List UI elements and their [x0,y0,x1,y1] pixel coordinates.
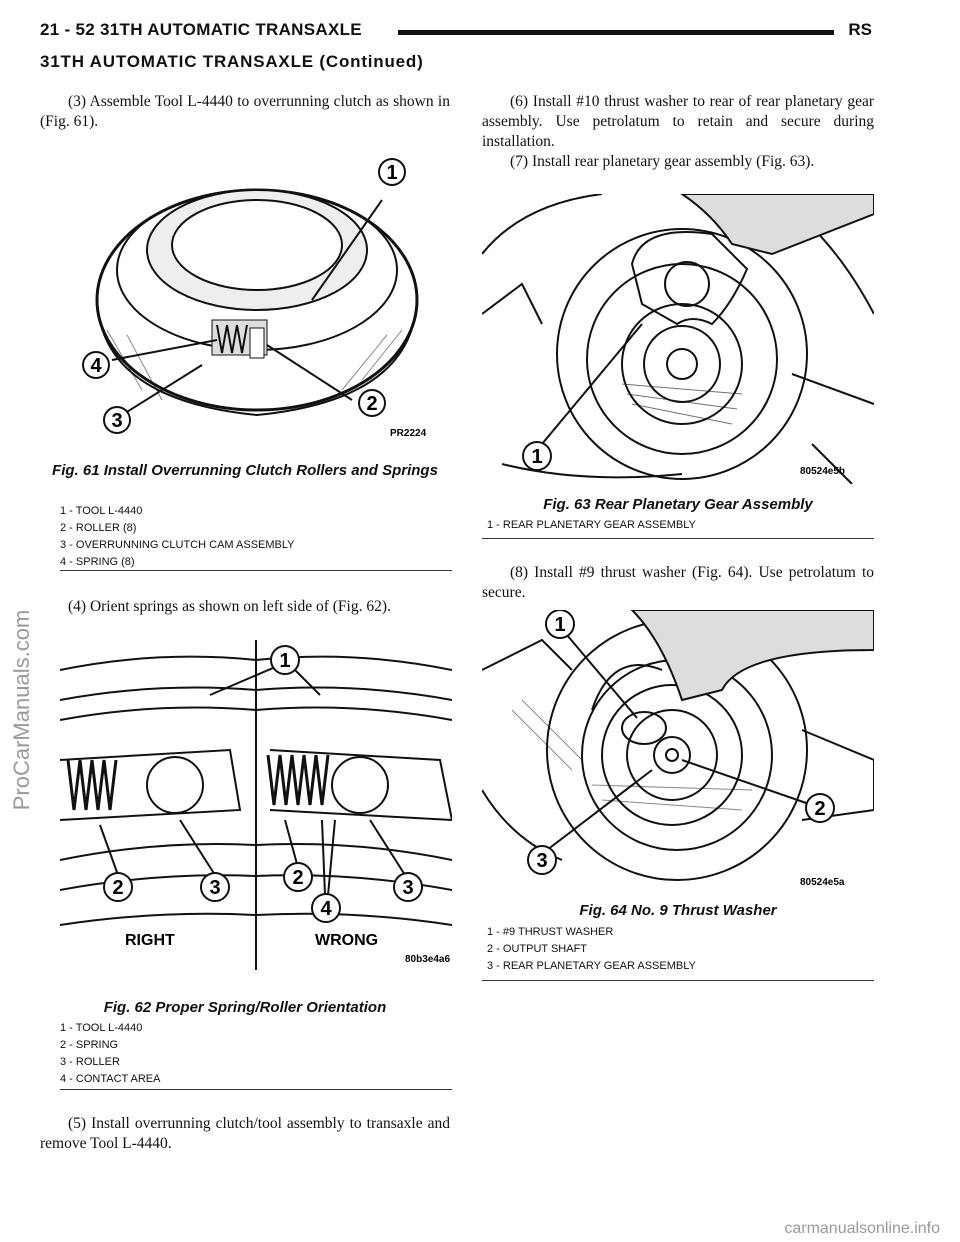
figure-63-illustration [482,194,874,484]
step-6: (6) Install #10 thrust washer to rear of rear planetary gear assembly. Use petrolatum to retain and secure during installation. [482,93,874,150]
fig61-callout-1: 1 [386,162,398,184]
fig64-code: 80524e5a [800,877,845,888]
figure-64-caption: Fig. 64 No. 9 Thrust Washer [579,902,777,919]
fig62-legend-item: 2 - SPRING [60,1039,119,1051]
fig62-legend-item: 3 - ROLLER [60,1056,120,1068]
fig64-legend-item: 2 - OUTPUT SHAFT [487,943,588,955]
figure-62-rule [60,1089,452,1090]
step-4: (4) Orient springs as shown on left side of (Fig. 62). [68,598,391,615]
page-header-ref: 21 - 52 31TH AUTOMATIC TRANSAXLE [40,20,362,39]
fig61-legend-item: 2 - ROLLER (8) [60,522,137,534]
fig61-legend-item: 3 - OVERRUNNING CLUTCH CAM ASSEMBLY [60,539,295,551]
figure-62-caption: Fig. 62 Proper Spring/Roller Orientation [103,999,387,1016]
fig62-label-right: RIGHT [125,932,175,949]
figure-64-illustration [482,610,874,890]
step-5: (5) Install overrunning clutch/tool assembly to transaxle and remove Tool L-4440. [40,1115,450,1152]
header-rule [398,30,834,35]
step-8: (8) Install #9 thrust washer (Fig. 64). Use petrolatum to secure. [482,564,874,601]
figure-61-legend [60,503,295,571]
fig64-legend-item: 3 - REAR PLANETARY GEAR ASSEMBLY [487,960,696,972]
figure-61-caption: Fig. 61 Install Overrunning Clutch Rollers and Springs [52,462,438,479]
fig61-code: PR2224 [390,428,427,439]
fig62-legend-item: 4 - CONTACT AREA [60,1073,161,1085]
fig62-callout-1: 1 [279,650,291,672]
figure-63-legend [487,517,696,534]
fig62-legend-item: 1 - TOOL L-4440 [60,1022,143,1034]
fig64-callout-3: 3 [536,850,548,872]
fig61-callout-3: 3 [111,410,123,432]
fig62-callout-4: 4 [320,898,332,920]
step-3: (3) Assemble Tool L-4440 to overrunning clutch as shown in (Fig. 61). [40,93,450,130]
fig61-legend-item: 4 - SPRING (8) [60,556,135,568]
figure-64-legend [487,924,696,975]
section-title: 31TH AUTOMATIC TRANSAXLE (Continued) [40,52,424,71]
fig61-legend-item: 1 - TOOL L-4440 [60,505,143,517]
fig64-legend-item: 1 - #9 THRUST WASHER [487,926,614,938]
figure-61-rule [60,570,452,571]
figure-62-illustration [60,640,452,970]
fig64-callout-1: 1 [554,614,566,636]
figure-64-rule [482,980,874,981]
figure-63-caption: Fig. 63 Rear Planetary Gear Assembly [543,496,813,513]
fig62-callout-3b: 3 [402,877,414,899]
side-watermark: ProCarManuals.com [9,609,34,811]
footer-watermark: carmanualsonline.info [784,1220,940,1237]
fig62-callout-3a: 3 [209,877,221,899]
fig64-callout-2: 2 [814,798,826,820]
fig63-legend-item: 1 - REAR PLANETARY GEAR ASSEMBLY [487,519,696,531]
fig62-label-wrong: WRONG [315,932,379,949]
fig62-code: 80b3e4a6 [405,954,451,965]
fig62-callout-2a: 2 [112,877,124,899]
fig61-callout-4: 4 [90,355,102,377]
fig61-callout-2: 2 [366,393,378,415]
step-7: (7) Install rear planetary gear assembly (Fig. 63). [510,153,815,170]
fig63-code: 80524e5b [800,466,846,477]
figure-63-rule [482,538,874,539]
figure-61-illustration [82,150,438,440]
fig63-callout-1: 1 [531,446,543,468]
fig62-callout-2b: 2 [292,867,304,889]
page-header-code: RS [848,20,872,39]
figure-62-legend [60,1020,160,1088]
